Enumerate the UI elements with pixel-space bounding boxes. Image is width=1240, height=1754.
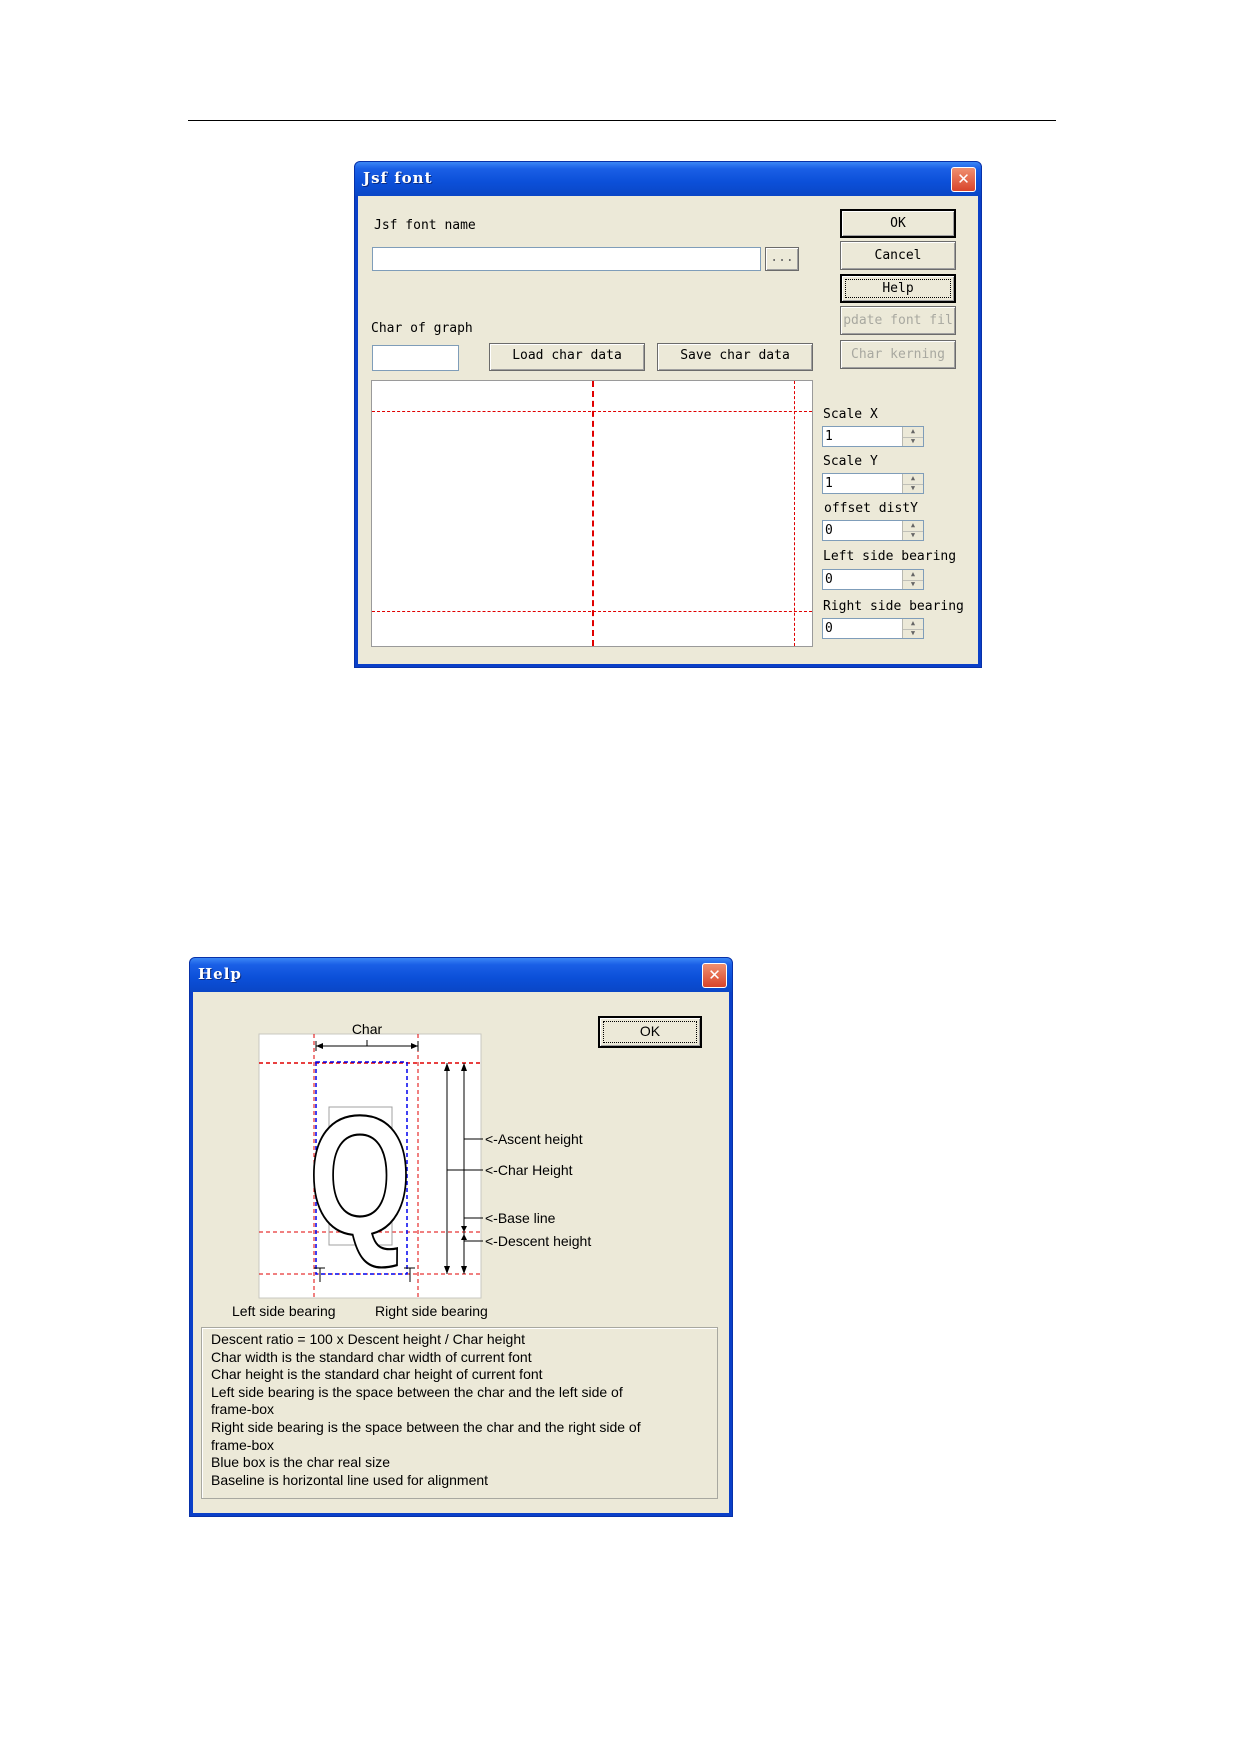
jsf-close-button[interactable] [951,167,976,192]
cancel-label: Cancel [874,248,922,263]
help-line: Right side bearing is the space between the char and the right side of [211,1418,641,1435]
jsf-dialog-title: Jsf font [363,169,433,187]
help-line: Baseline is horizontal line used for alignment [211,1471,489,1488]
close-icon: ✕ [957,170,970,188]
help-close-button[interactable] [702,963,727,988]
help-label: Help [882,281,914,296]
right-side-bearing-label: Right side bearing [823,599,964,614]
spin-up-icon[interactable]: ▲ [903,521,923,532]
help-line: frame-box [211,1401,275,1418]
font-name-label: Jsf font name [374,218,476,233]
browse-button[interactable] [765,247,799,271]
scale-y-spinner[interactable] [902,474,923,493]
right-side-bearing-value: 0 [825,621,833,636]
scale-y-value: 1 [825,476,833,491]
left-side-bearing-input[interactable] [822,569,924,590]
font-name-input[interactable] [372,247,761,271]
jsf-font-dialog [354,161,982,668]
help-dialog-title: Help [198,965,242,983]
left-side-bearing-caption: Left side bearing [232,1303,336,1319]
right-side-bearing-spinner[interactable] [902,619,923,638]
load-char-data-button[interactable] [489,343,645,371]
help-line: frame-box [211,1436,275,1453]
left-bearing-guide-line [592,381,594,646]
load-char-data-label: Load char data [512,348,622,363]
update-font-file-label: pdate font fil [843,313,953,328]
right-side-bearing-input[interactable] [822,618,924,639]
metrics-diagram [193,992,733,1322]
left-side-bearing-value: 0 [825,572,833,587]
offset-disty-input[interactable] [822,520,924,541]
offset-disty-value: 0 [825,523,833,538]
offset-disty-label: offset distY [824,501,918,516]
help-line: Char width is the standard char width of current font [211,1348,532,1365]
help-line: Char height is the standard char height of current font [211,1366,543,1383]
spin-up-icon[interactable]: ▲ [903,427,923,438]
help-dialog [189,957,733,1517]
help-line: Left side bearing is the space between the char and the left side of [211,1383,623,1400]
ok-label: OK [890,216,906,231]
page-header-rule [188,120,1056,121]
scale-y-label: Scale Y [823,454,878,469]
glyph-q: Q [308,1081,412,1271]
left-side-bearing-spinner[interactable] [902,570,923,589]
spin-down-icon[interactable]: ▼ [910,628,916,637]
update-font-file-button [840,306,956,335]
left-side-bearing-label: Left side bearing [823,549,957,564]
save-char-data-label: Save char data [680,348,790,363]
right-side-bearing-caption: Right side bearing [375,1303,488,1319]
scale-x-spinner[interactable] [902,427,923,446]
right-bearing-guide-line [794,381,795,646]
char-kerning-label: Char kerning [851,347,945,362]
browse-label: ... [770,250,794,265]
char-width-label: Char [351,1021,383,1037]
jsf-titlebar[interactable] [355,162,981,196]
save-char-data-button[interactable] [657,343,813,371]
help-line: Descent ratio = 100 x Descent height / Char height [211,1331,526,1347]
char-of-graph-label: Char of graph [371,321,473,336]
spin-up-icon[interactable]: ▲ [903,474,923,485]
ascent-height-label: <-Ascent height [485,1131,583,1147]
help-line: Blue box is the char real size [211,1454,390,1471]
help-button[interactable] [840,274,956,303]
char-kerning-button [840,340,956,369]
spin-down-icon[interactable]: ▼ [910,483,916,492]
scale-y-input[interactable] [822,473,924,494]
help-text-box [201,1327,718,1499]
scale-x-value: 1 [825,429,833,444]
help-ok-label: OK [639,1023,661,1039]
scale-x-label: Scale X [823,407,878,422]
spin-down-icon[interactable]: ▼ [910,579,916,588]
descent-height-label: <-Descent height [485,1233,592,1249]
close-icon: ✕ [708,966,721,984]
scale-x-input[interactable] [822,426,924,447]
char-input[interactable] [372,345,459,371]
spin-down-icon[interactable]: ▼ [910,530,916,539]
ok-button[interactable] [840,209,956,238]
help-titlebar[interactable] [190,958,732,992]
jsf-client-area [358,196,978,664]
glyph-canvas[interactable] [371,380,813,647]
cancel-button[interactable] [840,241,956,270]
help-client-area [193,992,729,1513]
spin-up-icon[interactable]: ▲ [903,619,923,630]
spin-up-icon[interactable]: ▲ [903,570,923,581]
spin-down-icon[interactable]: ▼ [910,436,916,445]
offset-disty-spinner[interactable] [902,521,923,540]
base-line-label: <-Base line [485,1210,556,1226]
char-height-label: <-Char Height [485,1162,573,1178]
